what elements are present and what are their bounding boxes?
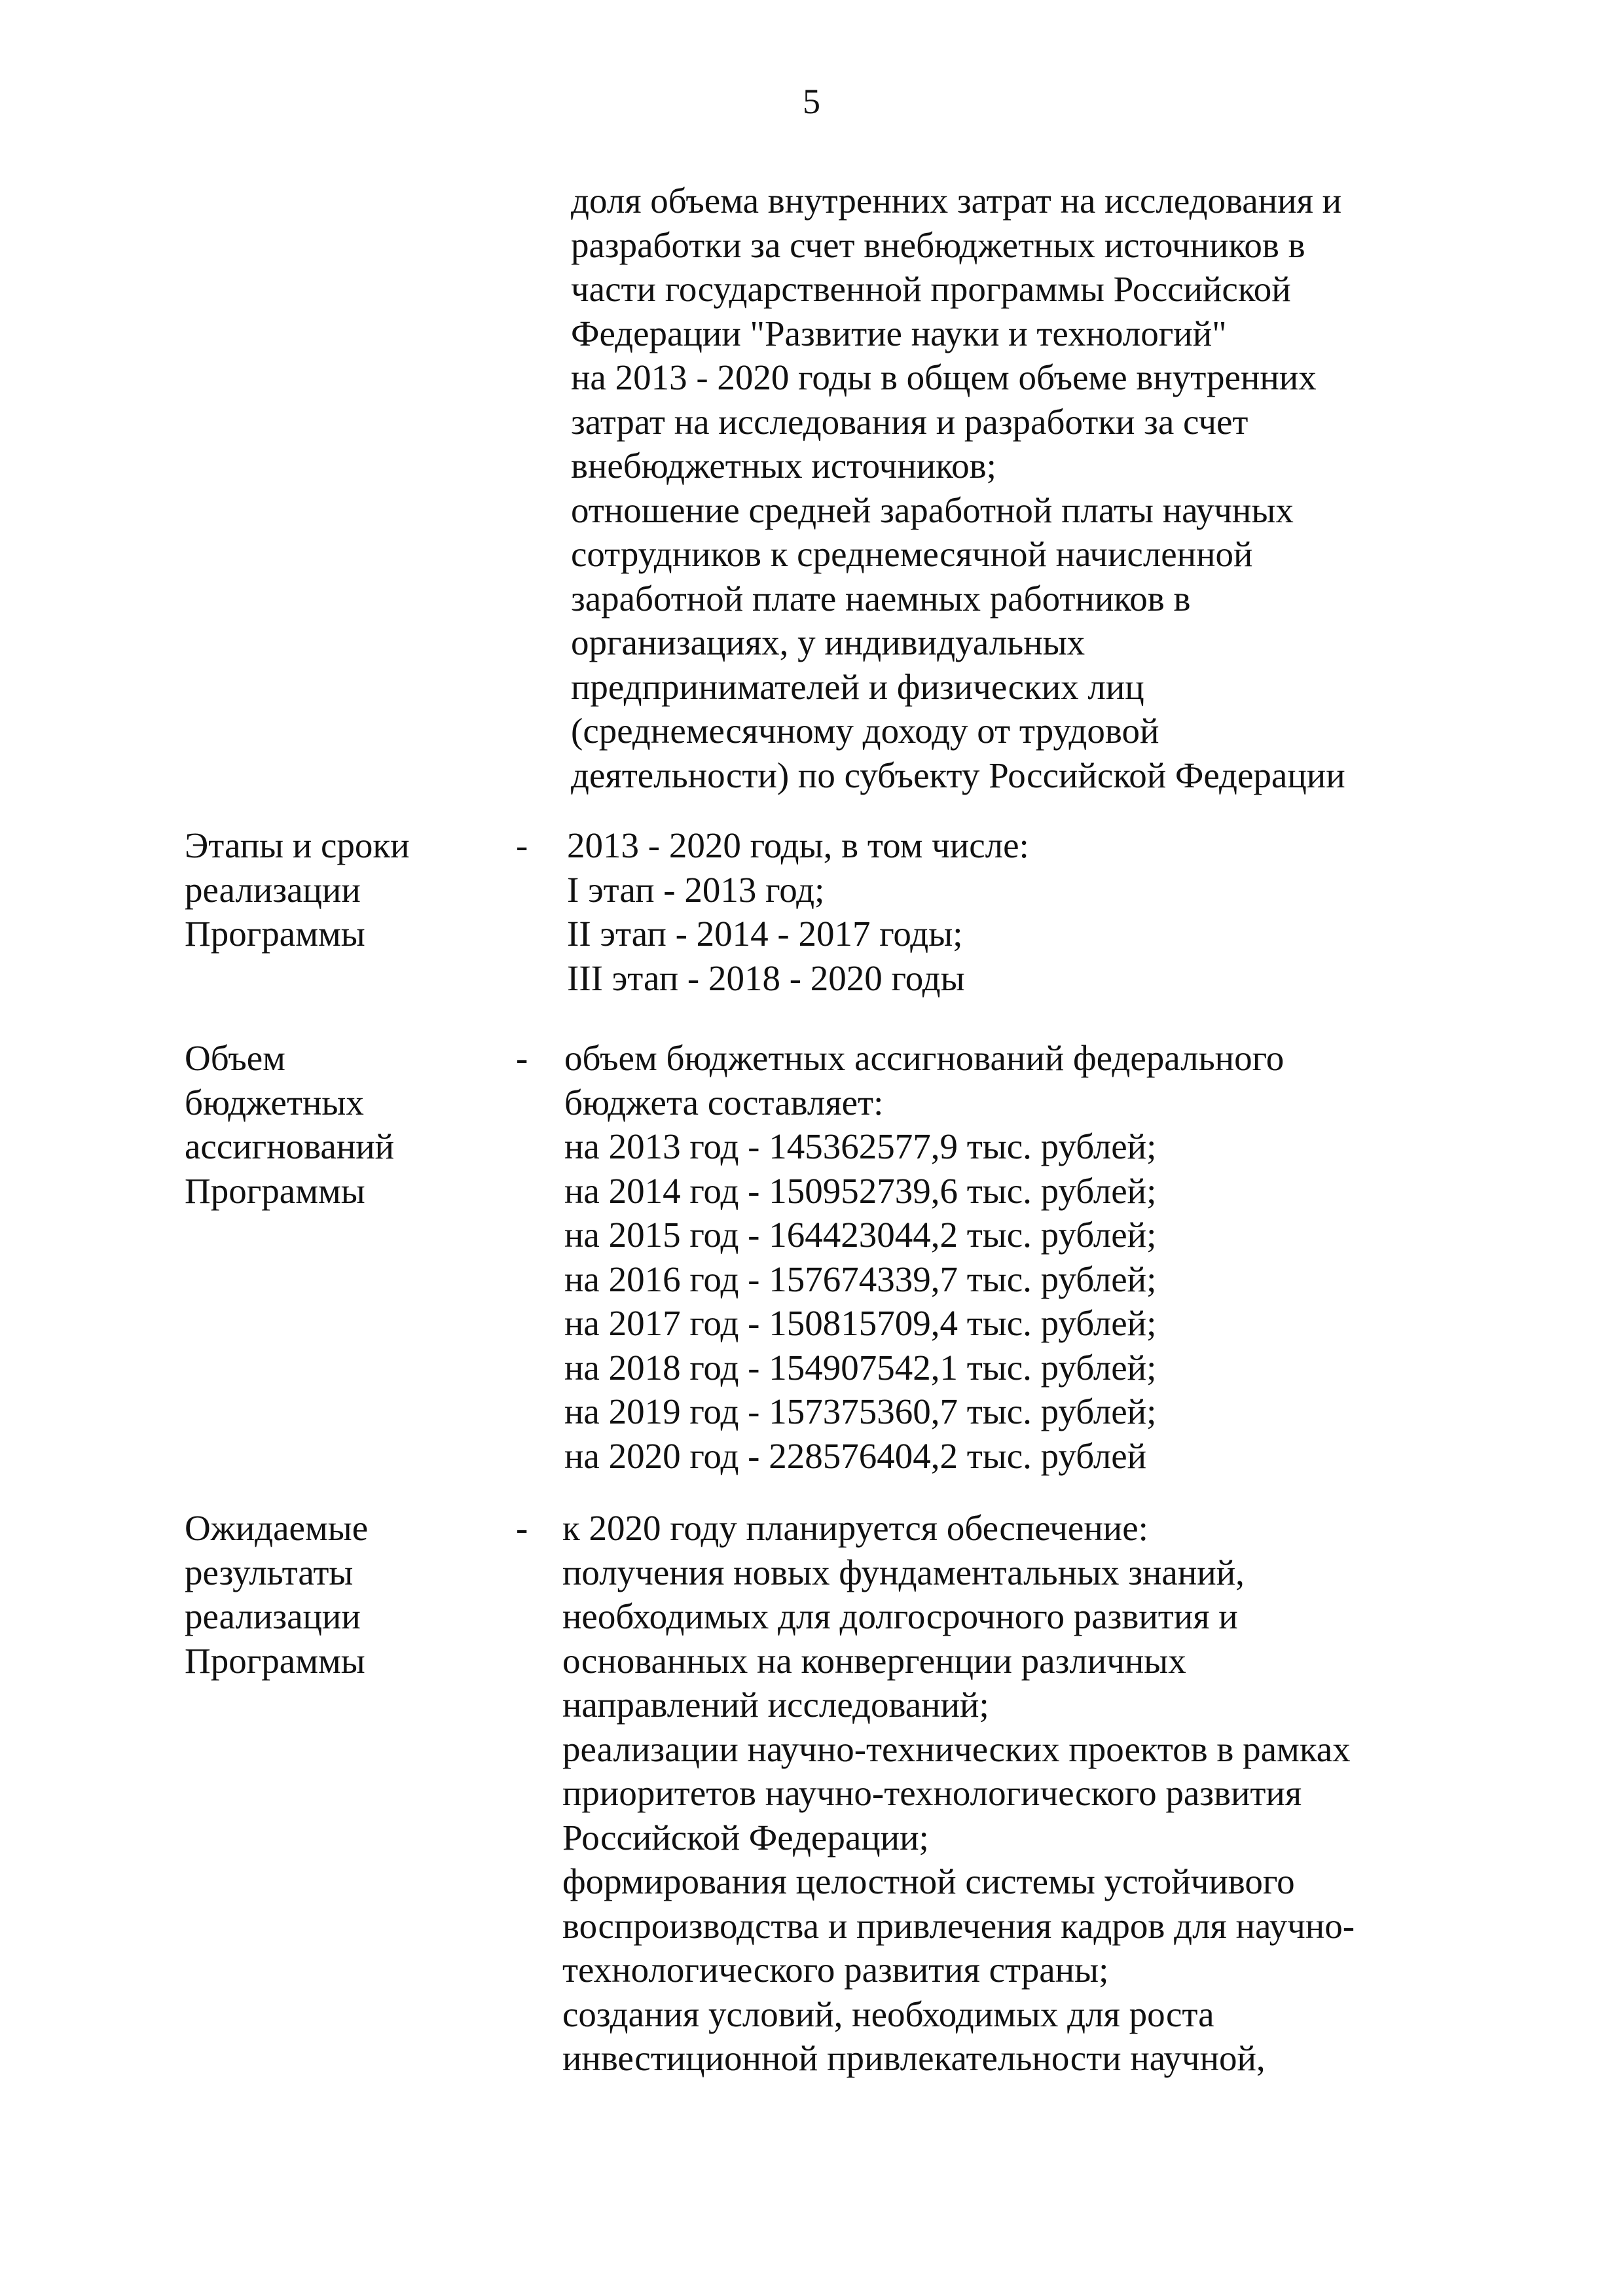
indicators-continuation xyxy=(571,179,1345,797)
text-line: воспроизводства и привлечения кадров для научно- xyxy=(562,1905,1355,1946)
text-line: технологического развития страны; xyxy=(562,1950,1109,1990)
label-line: бюджетных xyxy=(185,1082,364,1122)
text-line: основанных на конвергенции различных xyxy=(562,1640,1186,1681)
text-line: внебюджетных источников; xyxy=(571,446,996,486)
text-line: на 2015 год - 164423044,2 тыс. рублей; xyxy=(564,1215,1157,1255)
text-line: Федерации "Развитие науки и технологий" xyxy=(571,313,1227,353)
text-line: к 2020 году планируется обеспечение: xyxy=(562,1508,1148,1548)
text-line: затрат на исследования и разработки за счет xyxy=(571,401,1249,442)
text-line: доля объема внутренних затрат на исследования и xyxy=(571,181,1342,221)
text-line: деятельности) по субъекту Российской Федерации xyxy=(571,755,1345,795)
label-line: реализации xyxy=(185,1596,361,1636)
text-line: бюджета составляет: xyxy=(564,1082,884,1122)
text-line: направлений исследований; xyxy=(562,1685,989,1725)
text-line: части государственной программы Российской xyxy=(571,269,1291,309)
text-line: разработки за счет внебюджетных источников в xyxy=(571,224,1305,265)
row-label xyxy=(185,1506,368,1683)
text-line: на 2014 год - 150952739,6 тыс. рублей; xyxy=(564,1170,1157,1211)
label-line: ассигнований xyxy=(185,1126,395,1166)
label-line: Программы xyxy=(185,1640,365,1681)
label-line: Этапы и сроки xyxy=(185,825,410,865)
text-line: III этап - 2018 - 2020 годы xyxy=(567,958,965,998)
text-line: на 2020 год - 228576404,2 тыс. рублей xyxy=(564,1435,1147,1476)
text-line: на 2017 год - 150815709,4 тыс. рублей; xyxy=(564,1303,1157,1343)
label-line: Ожидаемые xyxy=(185,1508,369,1548)
text-line: предпринимателей и физических лиц xyxy=(571,666,1144,707)
text-line: II этап - 2014 - 2017 годы; xyxy=(567,914,963,954)
text-line: формирования целостной системы устойчивого xyxy=(562,1861,1295,1901)
row-dash: - xyxy=(516,1038,528,1078)
label-line: Объем xyxy=(185,1038,285,1078)
text-line: получения новых фундаментальных знаний, xyxy=(562,1552,1245,1592)
row-label xyxy=(185,1036,394,1213)
text-line: на 2019 год - 157375360,7 тыс. рублей; xyxy=(564,1391,1157,1431)
text-line: организациях, у индивидуальных xyxy=(571,622,1085,662)
row-dash: - xyxy=(516,1508,528,1548)
row-content xyxy=(567,823,1029,1000)
label-line: Программы xyxy=(185,1170,365,1211)
row-content xyxy=(562,1506,1355,2081)
text-line: реализации научно-технических проектов в рамках xyxy=(562,1729,1351,1769)
text-line: отношение средней заработной платы научных xyxy=(571,490,1294,530)
row-label xyxy=(185,823,410,956)
text-line: необходимых для долгосрочного развития и xyxy=(562,1596,1238,1636)
text-line: 2013 - 2020 годы, в том числе: xyxy=(567,825,1029,865)
label-line: Программы xyxy=(185,914,365,954)
text-line: (среднемесячному доходу от трудовой xyxy=(571,711,1159,751)
text-line: на 2013 год - 145362577,9 тыс. рублей; xyxy=(564,1126,1157,1166)
label-line: реализации xyxy=(185,869,361,910)
text-line: на 2016 год - 157674339,7 тыс. рублей; xyxy=(564,1259,1157,1299)
text-line: заработной плате наемных работников в xyxy=(571,578,1191,619)
text-line: инвестиционной привлекательности научной, xyxy=(562,2038,1266,2078)
text-line: Российской Федерации; xyxy=(562,1817,929,1857)
text-line: на 2018 год - 154907542,1 тыс. рублей; xyxy=(564,1347,1157,1388)
row-dash: - xyxy=(516,825,528,865)
label-line: результаты xyxy=(185,1552,354,1592)
text-line: сотрудников к среднемесячной начисленной xyxy=(571,534,1253,574)
text-line: на 2013 - 2020 годы в общем объеме внутренних xyxy=(571,357,1317,397)
text-line: объем бюджетных ассигнований федерального xyxy=(564,1038,1285,1078)
page-number: 5 xyxy=(803,82,820,121)
text-line: приоритетов научно-технологического развития xyxy=(562,1773,1302,1813)
text-line: I этап - 2013 год; xyxy=(567,869,825,910)
row-content xyxy=(564,1036,1284,1478)
text-line: создания условий, необходимых для роста xyxy=(562,1994,1214,2034)
